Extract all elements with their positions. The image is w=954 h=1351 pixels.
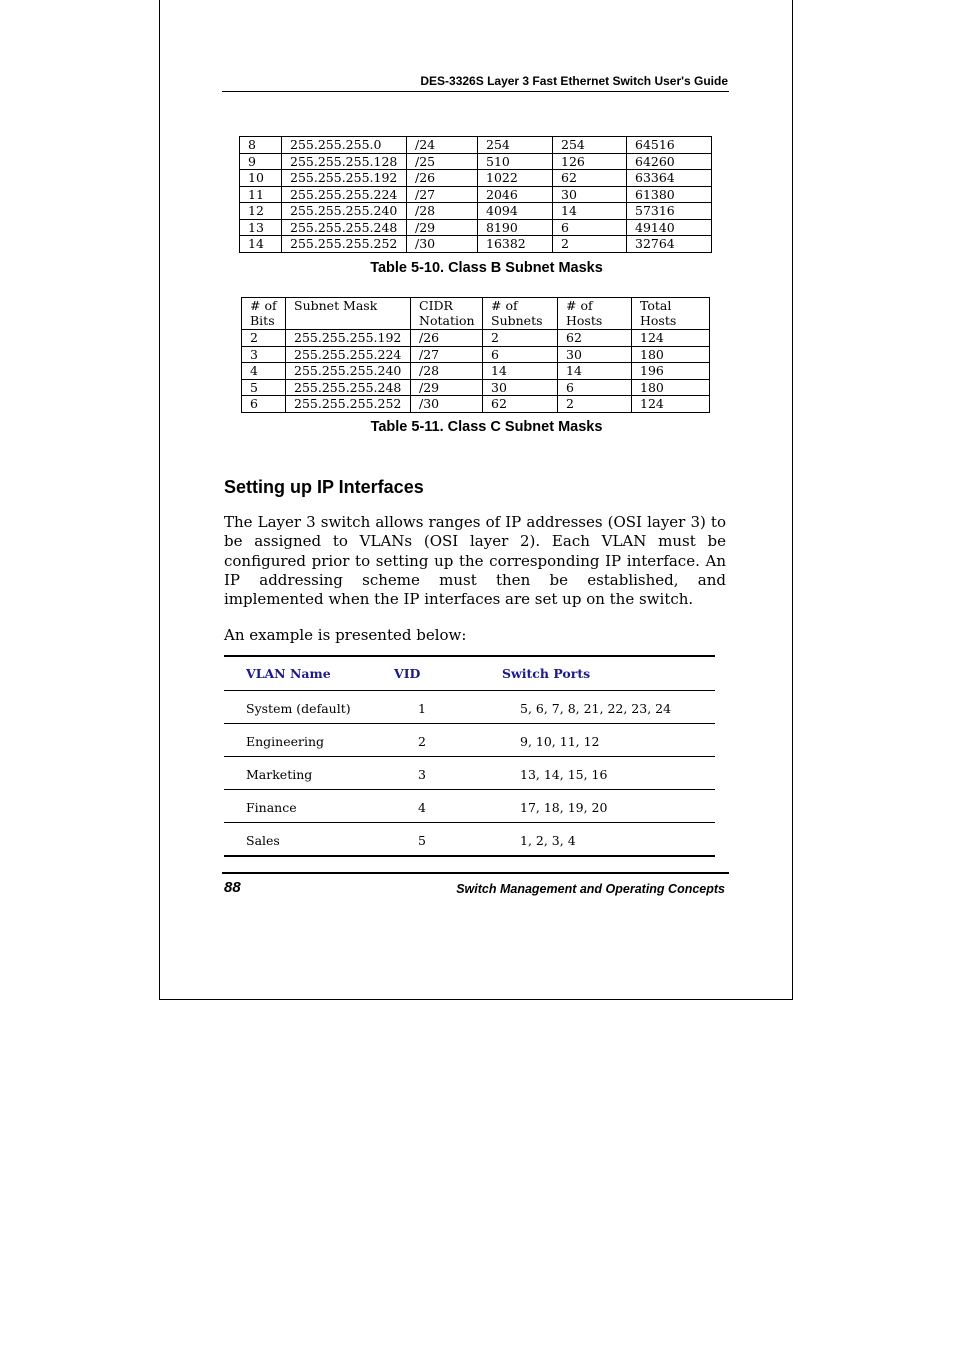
table-cell: /27 [407, 186, 478, 203]
table-cell: 255.255.255.192 [282, 170, 407, 187]
table-row [224, 757, 715, 790]
table-cell: 17, 18, 19, 20 [520, 800, 608, 815]
table-cell: 255.255.255.224 [282, 186, 407, 203]
table-cell: 255.255.255.192 [286, 330, 411, 347]
table-cell: 14 [483, 363, 558, 380]
column-header: CIDR Notation [411, 298, 483, 330]
table-cell: 2 [553, 236, 627, 253]
table-cell: /28 [407, 203, 478, 220]
section-heading: Setting up IP Interfaces [224, 477, 424, 497]
table-cell: 6 [483, 346, 558, 363]
table-cell: 255.255.255.240 [286, 363, 411, 380]
vlan-example-table [224, 655, 715, 857]
column-header: # of Bits [242, 298, 286, 330]
table-row [224, 790, 715, 823]
chapter-title: Switch Management and Operating Concepts [456, 882, 725, 896]
table-cell: 126 [553, 153, 627, 170]
header-rule [222, 91, 729, 92]
table-cell: 8190 [478, 219, 553, 236]
table-cell: /28 [411, 363, 483, 380]
table-cell: 64260 [627, 153, 712, 170]
table-cell: 9, 10, 11, 12 [520, 734, 600, 749]
table-cell: 2 [558, 396, 632, 413]
table-cell: 12 [240, 203, 282, 220]
table-cell: 255.255.255.252 [282, 236, 407, 253]
table-cell: /29 [407, 219, 478, 236]
table-cell: 196 [632, 363, 710, 380]
table-cell: /30 [411, 396, 483, 413]
table-cell: 13 [240, 219, 282, 236]
table-cell: 255.255.255.248 [282, 219, 407, 236]
column-header: VID [394, 666, 421, 681]
table-cell: 57316 [627, 203, 712, 220]
class-b-subnet-table [239, 136, 712, 253]
table-cell: 63364 [627, 170, 712, 187]
table-cell: Engineering [246, 734, 325, 749]
table-row [242, 379, 710, 396]
table-row [242, 346, 710, 363]
table-cell: 254 [553, 137, 627, 154]
table-cell: 5 [242, 379, 286, 396]
column-header: Switch Ports [502, 666, 591, 681]
table-cell: 2046 [478, 186, 553, 203]
table-cell: System (default) [246, 701, 351, 716]
table-cell: 3 [242, 346, 286, 363]
table-cell: 6 [242, 396, 286, 413]
table-cell: /25 [407, 153, 478, 170]
table-cell: 1, 2, 3, 4 [520, 833, 576, 848]
running-header: DES-3326S Layer 3 Fast Ethernet Switch User's Guide [420, 74, 728, 88]
table-cell: 1022 [478, 170, 553, 187]
table-cell: 255.255.255.224 [286, 346, 411, 363]
table-cell: /26 [411, 330, 483, 347]
table-cell: 5, 6, 7, 8, 21, 22, 23, 24 [520, 701, 672, 716]
table-row [242, 396, 710, 413]
table-cell: 14 [553, 203, 627, 220]
table-cell: 255.255.255.240 [282, 203, 407, 220]
table-cell: Finance [246, 800, 297, 815]
table-cell: 124 [632, 396, 710, 413]
table-row [224, 724, 715, 757]
footer-rule [222, 872, 729, 874]
table-cell: 10 [240, 170, 282, 187]
example-intro: An example is presented below: [224, 626, 467, 644]
table-cell: 255.255.255.252 [286, 396, 411, 413]
table-cell: 11 [240, 186, 282, 203]
table-cell: /24 [407, 137, 478, 154]
table-row [240, 170, 712, 187]
table-cell: 6 [553, 219, 627, 236]
table-cell: 30 [553, 186, 627, 203]
table-cell: 1 [418, 701, 426, 716]
table-cell: /29 [411, 379, 483, 396]
table-cell: 30 [558, 346, 632, 363]
table-row [240, 186, 712, 203]
table-row [240, 236, 712, 253]
table-cell: 2 [483, 330, 558, 347]
table-cell: 16382 [478, 236, 553, 253]
table-row [240, 137, 712, 154]
table-cell: /27 [411, 346, 483, 363]
table-cell: Sales [246, 833, 280, 848]
table-header-row [242, 298, 710, 330]
table-cell: 255.255.255.0 [282, 137, 407, 154]
class-c-subnet-table [241, 297, 710, 413]
table-cell: 2 [418, 734, 426, 749]
table-cell: /26 [407, 170, 478, 187]
table-cell: 254 [478, 137, 553, 154]
table-cell: 255.255.255.248 [286, 379, 411, 396]
table-cell: 2 [242, 330, 286, 347]
table-cell: 13, 14, 15, 16 [520, 767, 608, 782]
table-cell: 6 [558, 379, 632, 396]
table-cell: 62 [483, 396, 558, 413]
table-cell: 14 [240, 236, 282, 253]
table-row [224, 691, 715, 724]
column-header: Subnet Mask [286, 298, 411, 330]
table-header-row [224, 657, 715, 691]
table-cell: 3 [418, 767, 426, 782]
table-row [240, 203, 712, 220]
table-caption: Table 5-10. Class B Subnet Masks [370, 260, 603, 276]
column-header: # of Subnets [483, 298, 558, 330]
column-header: Total Hosts [632, 298, 710, 330]
table-cell: 510 [478, 153, 553, 170]
body-paragraph: The Layer 3 switch allows ranges of IP addresses (OSI layer 3) to be assigned to VLANs (OSI layer 2). Each VLAN must be configured prior to setting up the corresponding IP interface. An IP addressing scheme must then be established, and implemented when the IP interfaces are set up on the switch. [224, 513, 726, 609]
table-cell: /30 [407, 236, 478, 253]
column-header: VLAN Name [246, 666, 331, 681]
table-row [242, 330, 710, 347]
table-cell: 32764 [627, 236, 712, 253]
page-number: 88 [224, 879, 241, 896]
table-cell: 255.255.255.128 [282, 153, 407, 170]
table-row [240, 153, 712, 170]
table-cell: 5 [418, 833, 426, 848]
table-row [242, 363, 710, 380]
table-cell: 4 [242, 363, 286, 380]
table-row [240, 219, 712, 236]
table-cell: 124 [632, 330, 710, 347]
table-cell: 8 [240, 137, 282, 154]
table-cell: 62 [553, 170, 627, 187]
table-cell: 4094 [478, 203, 553, 220]
column-header: # of Hosts [558, 298, 632, 330]
table-cell: 9 [240, 153, 282, 170]
table-cell: 180 [632, 346, 710, 363]
table-cell: 64516 [627, 137, 712, 154]
table-cell: 30 [483, 379, 558, 396]
table-cell: 62 [558, 330, 632, 347]
table-cell: 4 [418, 800, 426, 815]
table-cell: 180 [632, 379, 710, 396]
table-cell: Marketing [246, 767, 313, 782]
table-cell: 61380 [627, 186, 712, 203]
table-cell: 49140 [627, 219, 712, 236]
table-caption: Table 5-11. Class C Subnet Masks [370, 419, 603, 435]
table-cell: 14 [558, 363, 632, 380]
table-row [224, 823, 715, 857]
